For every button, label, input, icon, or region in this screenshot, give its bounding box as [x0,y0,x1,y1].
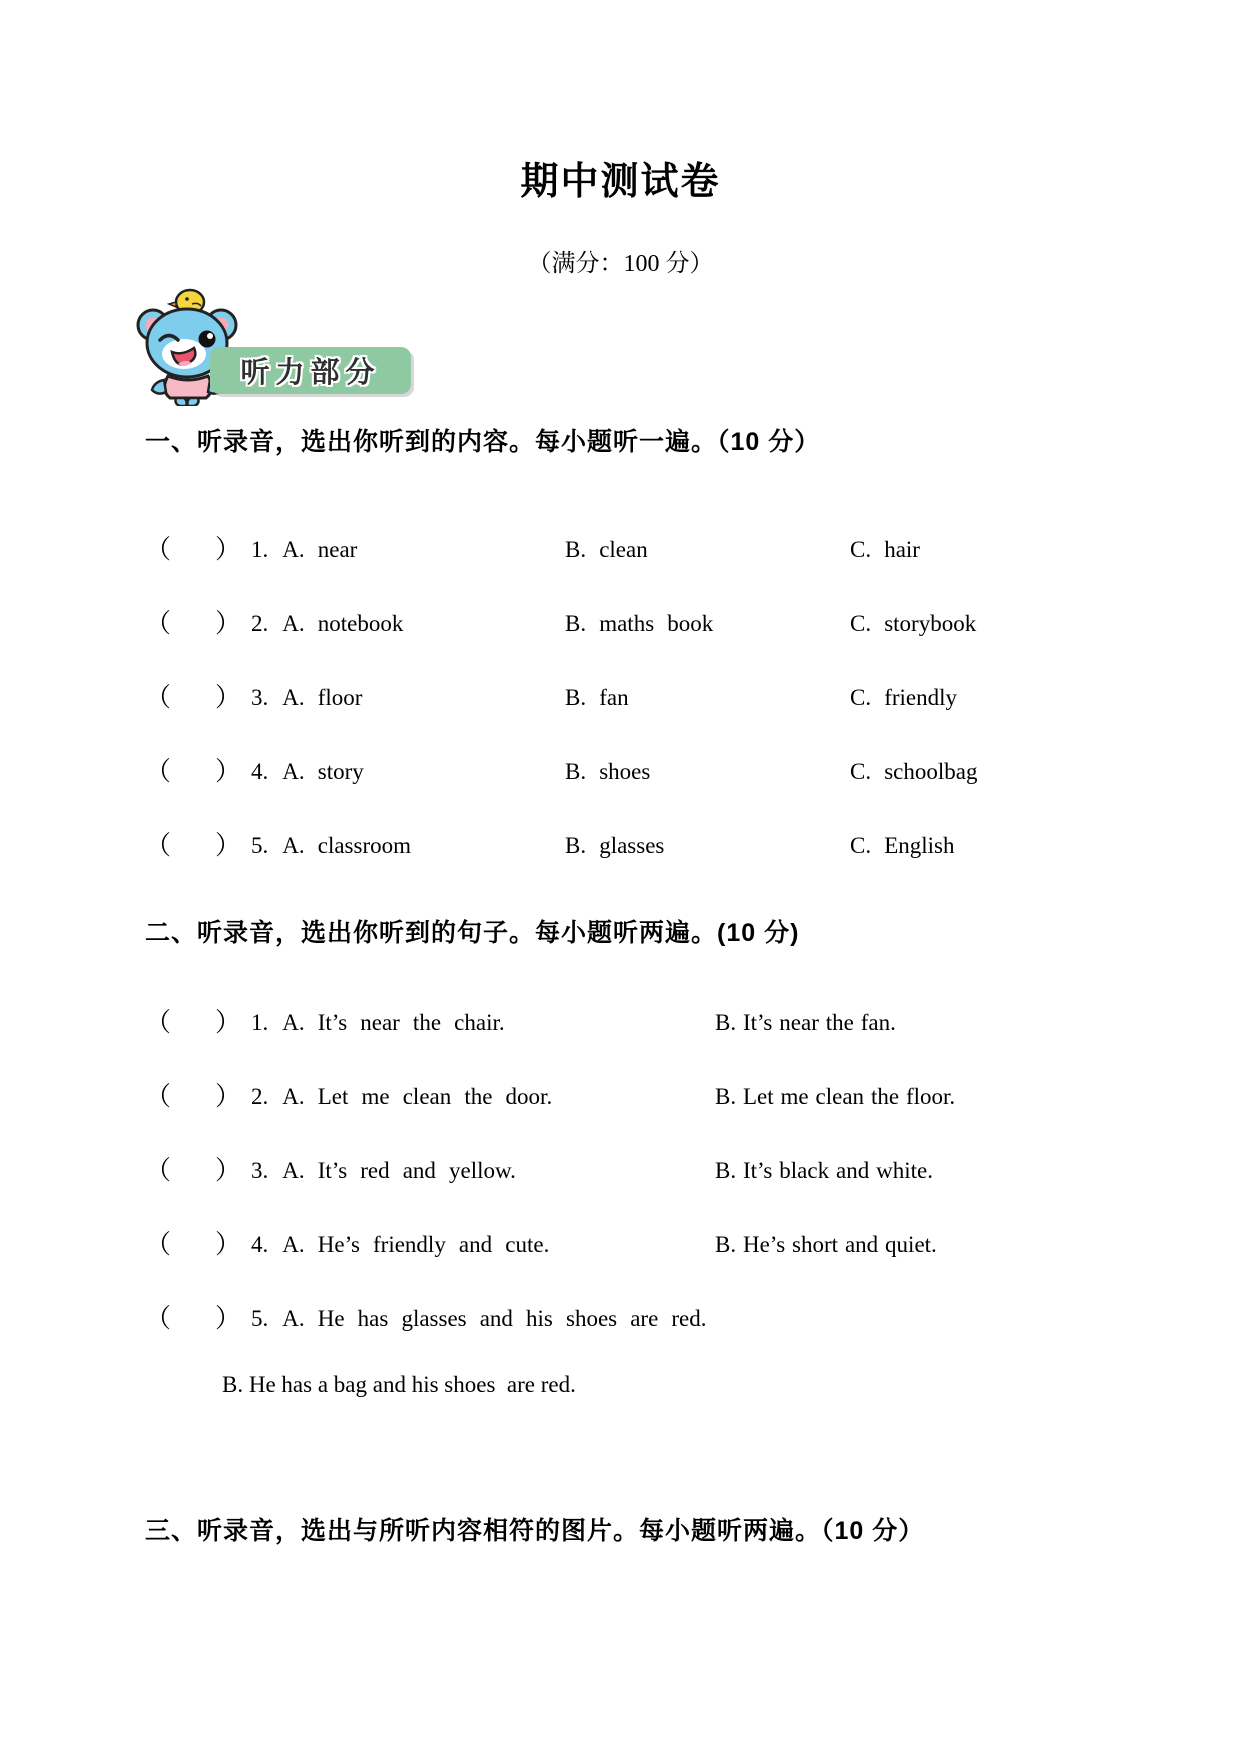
option-c: C. friendly [850,685,958,710]
question-cell [145,1074,715,1120]
option-a: A. classroom [282,833,412,858]
answer-paren-open: （ [145,1304,172,1333]
answer-paren-open: （ [145,1008,172,1037]
question-cell [145,1296,715,1342]
section-1-question-row [145,601,1201,647]
question-5-option-b-line: B. He has a bag and his shoes are red. [222,1372,576,1397]
answer-paren-open: （ [145,535,172,564]
option-b: B. glasses [565,833,665,858]
question-number: 5. [251,1306,269,1331]
question-cell [145,1222,715,1268]
option-c: C. schoolbag [850,759,978,784]
option-a: A. near [282,537,358,562]
section-3-heading: 三、听录音，选出与所听内容相符的图片。每小题听两遍。（10 分） [145,1517,925,1545]
option-b: B. maths book [565,611,714,636]
answer-paren-close: ） [215,1304,242,1333]
section-1-heading: 一、听录音，选出你听到的内容。每小题听一遍。（10 分） [145,428,821,456]
option-b: B. clean [565,537,648,562]
answer-paren-close: ） [215,831,242,860]
option-b: B. shoes [565,759,651,784]
answer-paren-open: （ [145,683,172,712]
section-1-question-row [145,675,1201,721]
question-cell [145,601,565,647]
answer-paren-close: ） [215,535,242,564]
option-b: B. fan [565,685,629,710]
option-b: B. It’s black and white. [715,1158,933,1183]
section-1-question-row [145,823,1201,869]
answer-paren-open: （ [145,1156,172,1185]
question-number: 2. [251,1084,269,1109]
option-a: A. notebook [282,611,404,636]
question-cell [145,749,565,795]
question-cell [145,1000,715,1046]
option-b: B. He’s short and quiet. [715,1232,937,1257]
section-2-question-row [145,1148,1201,1194]
answer-paren-close: ） [215,1008,242,1037]
question-number: 5. [251,833,269,858]
question-number: 1. [251,537,269,562]
answer-paren-close: ） [215,609,242,638]
question-cell [145,675,565,721]
option-a: A. He’s friendly and cute. [282,1232,550,1257]
question-cell [145,823,565,869]
answer-paren-open: （ [145,831,172,860]
section-2-question-row [145,1296,1201,1342]
option-c: C. English [850,833,955,858]
option-a: A. floor [282,685,363,710]
section-2-question-row [145,1074,1201,1120]
option-a: A. story [282,759,364,784]
page-title: 期中测试卷 [520,161,721,203]
answer-paren-close: ） [215,1156,242,1185]
answer-paren-open: （ [145,757,172,786]
answer-paren-open: （ [145,1230,172,1259]
answer-paren-open: （ [145,1082,172,1111]
option-b: B. It’s near the fan. [715,1010,896,1035]
listening-banner-label: 听力部分 [240,357,381,389]
section-2-question-row [145,1000,1201,1046]
option-a: A. He has glasses and his shoes are red. [282,1306,707,1331]
section-2-heading: 二、听录音，选出你听到的句子。每小题听两遍。(10 分) [145,919,800,947]
option-c: C. storybook [850,611,977,636]
question-cell [145,527,565,573]
option-a: A. It’s near the chair. [282,1010,505,1035]
section-1-question-row [145,527,1201,573]
answer-paren-close: ） [215,683,242,712]
question-number: 3. [251,1158,269,1183]
answer-paren-open: （ [145,609,172,638]
question-number: 4. [251,1232,269,1257]
answer-paren-close: ） [215,757,242,786]
question-number: 4. [251,759,269,784]
answer-paren-close: ） [215,1082,242,1111]
question-number: 3. [251,685,269,710]
listening-section-banner [210,347,411,394]
question-number: 1. [251,1010,269,1035]
option-a: A. Let me clean the door. [282,1084,553,1109]
option-c: C. hair [850,537,920,562]
question-number: 2. [251,611,269,636]
section-2-question-row [145,1222,1201,1268]
option-b: B. Let me clean the floor. [715,1084,956,1109]
answer-paren-close: ） [215,1230,242,1259]
section-1-question-row [145,749,1201,795]
option-a: A. It’s red and yellow. [282,1158,516,1183]
question-cell [145,1148,715,1194]
full-score-subtitle: （满分：100 分） [527,251,714,277]
